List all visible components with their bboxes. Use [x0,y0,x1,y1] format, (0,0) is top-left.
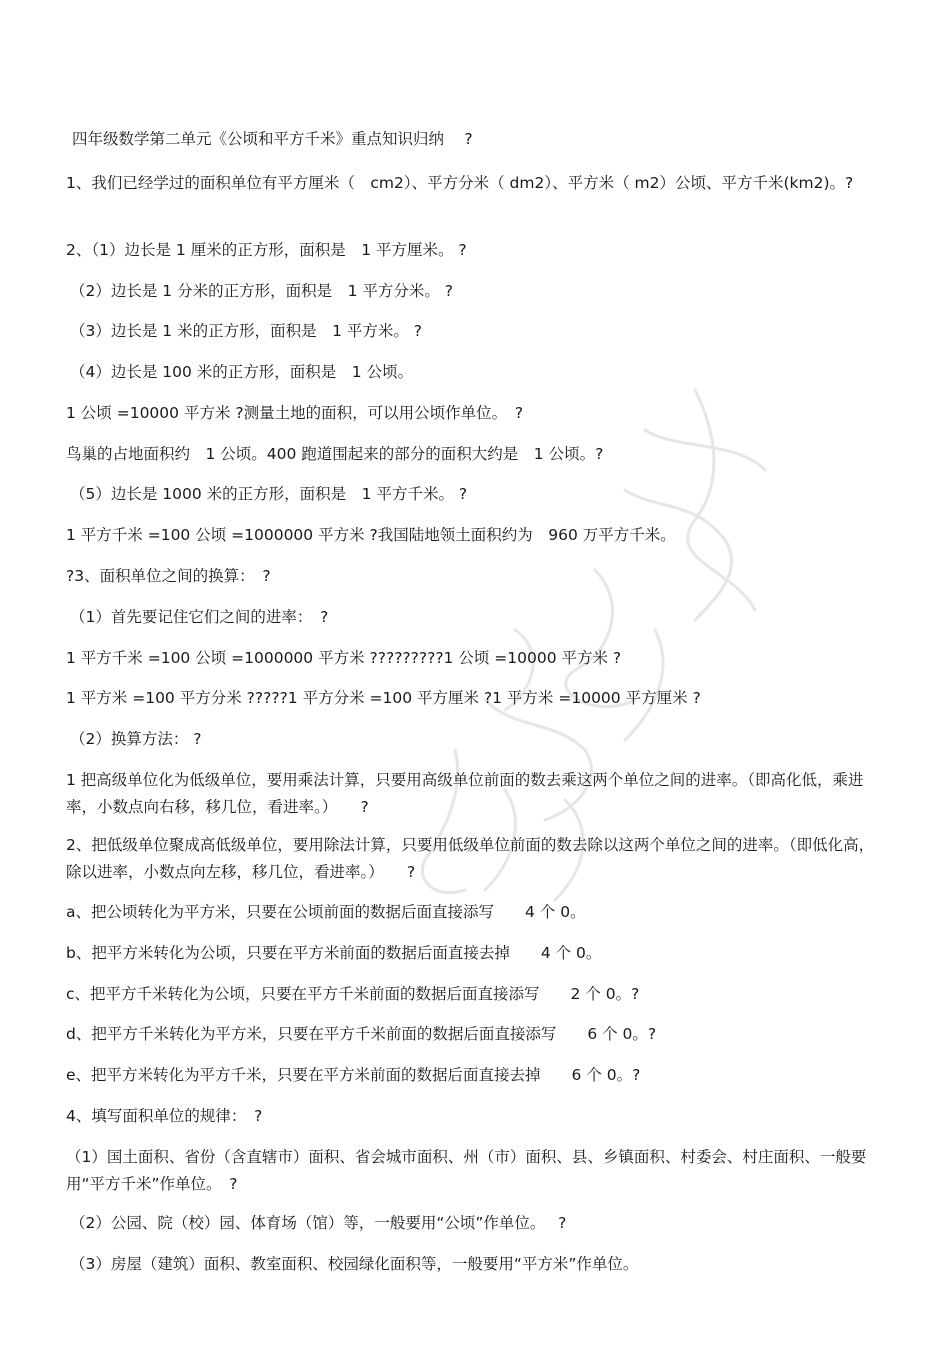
paragraph-rule-m: （3）房屋（建筑）面积、教室面积、校园绿化面积等，一般要用“平方米”作单位。 [70,1255,639,1273]
paragraph-rule-hectare: （2）公园、院（校）园、体育场（馆）等，一般要用“公顷”作单位。 ? [70,1214,567,1232]
rule-a: a、把公顷转化为平方米，只要在公顷前面的数据后面直接添写 4 个 0。 [66,903,586,921]
section-unit-rules: 4、填写面积单位的规律： ? [66,1107,263,1125]
paragraph-rates-1: 1 平方千米 =100 公顷 =1000000 平方米 ?????????1 公顷 =10000 平方米 ? [66,649,622,667]
rule-c: c、把平方千米转化为公顷，只要在平方千米前面的数据后面直接添写 2 个 0。? [66,985,640,1003]
rule-e: e、把平方米转化为平方千米，只要在平方米前面的数据后面直接去掉 6 个 0。? [66,1066,641,1084]
paragraph-area-units: 1、我们已经学过的面积单位有平方厘米（ cm2）、平方分米（ dm2）、平方米（ m2）公顷、平方千米(km2)。? [66,174,854,192]
rule-b: b、把平方米转化为公顷，只要在平方米前面的数据后面直接去掉 4 个 0。 [66,944,602,962]
rule-d: d、把平方千米转化为平方米，只要在平方千米前面的数据后面直接添写 6 个 0。? [66,1025,657,1043]
paragraph-square-km: （5）边长是 1000 米的正方形，面积是 1 平方千米。 ? [70,485,468,503]
section-conversion: ?3、面积单位之间的换算： ? [66,567,271,585]
paragraph-square-m: （3）边长是 1 米的正方形，面积是 1 平方米。 ? [70,322,423,340]
paragraph-km-equals: 1 平方千米 =100 公顷 =1000000 平方米 ?我国陆地领土面积约为 960 万平方千米。 [66,526,676,544]
paragraph-remember-rates: （1）首先要记住它们之间的进率： ? [70,608,329,626]
paragraph-birds-nest: 鸟巢的占地面积约 1 公顷。400 跑道围起来的部分的面积大约是 1 公顷。? [66,445,604,463]
paragraph-method: （2）换算方法： ? [70,730,202,748]
paragraph-low-to-high: 2、把低级单位聚成高低级单位，要用除法计算，只要用低级单位前面的数去除以这两个单位之间的进率。（即低化高，除以进率，小数点向左移，移几位，看进率。） ? [66,836,875,881]
paragraph-rule-km: （1）国土面积、省份（含直辖市）面积、省会城市面积、州（市）面积、县、乡镇面积、村委会、村庄面积、一般要用“平方千米”作单位。 ? [66,1148,867,1193]
paragraph-square-dm: （2）边长是 1 分米的正方形，面积是 1 平方分米。 ? [70,282,454,300]
paragraph-hectare: （4）边长是 100 米的正方形，面积是 1 公顷。 [70,363,414,381]
paragraph-hectare-equals: 1 公顷 =10000 平方米 ?测量土地的面积，可以用公顷作单位。 ? [66,404,524,422]
document-title: 四年级数学第二单元《公顷和平方千米》重点知识归纳 ? [72,130,473,148]
paragraph-rates-2: 1 平方米 =100 平方分米 ?????1 平方分米 =100 平方厘米 ?1 平方米 =10000 平方厘米 ? [66,689,701,707]
paragraph-square-cm: 2、（1）边长是 1 厘米的正方形，面积是 1 平方厘米。 ? [66,241,467,259]
paragraph-high-to-low: 1 把高级单位化为低级单位，要用乘法计算，只要用高级单位前面的数去乘这两个单位之间的进率。（即高化低，乘进率，小数点向右移，移几位，看进率。） ? [66,771,864,816]
